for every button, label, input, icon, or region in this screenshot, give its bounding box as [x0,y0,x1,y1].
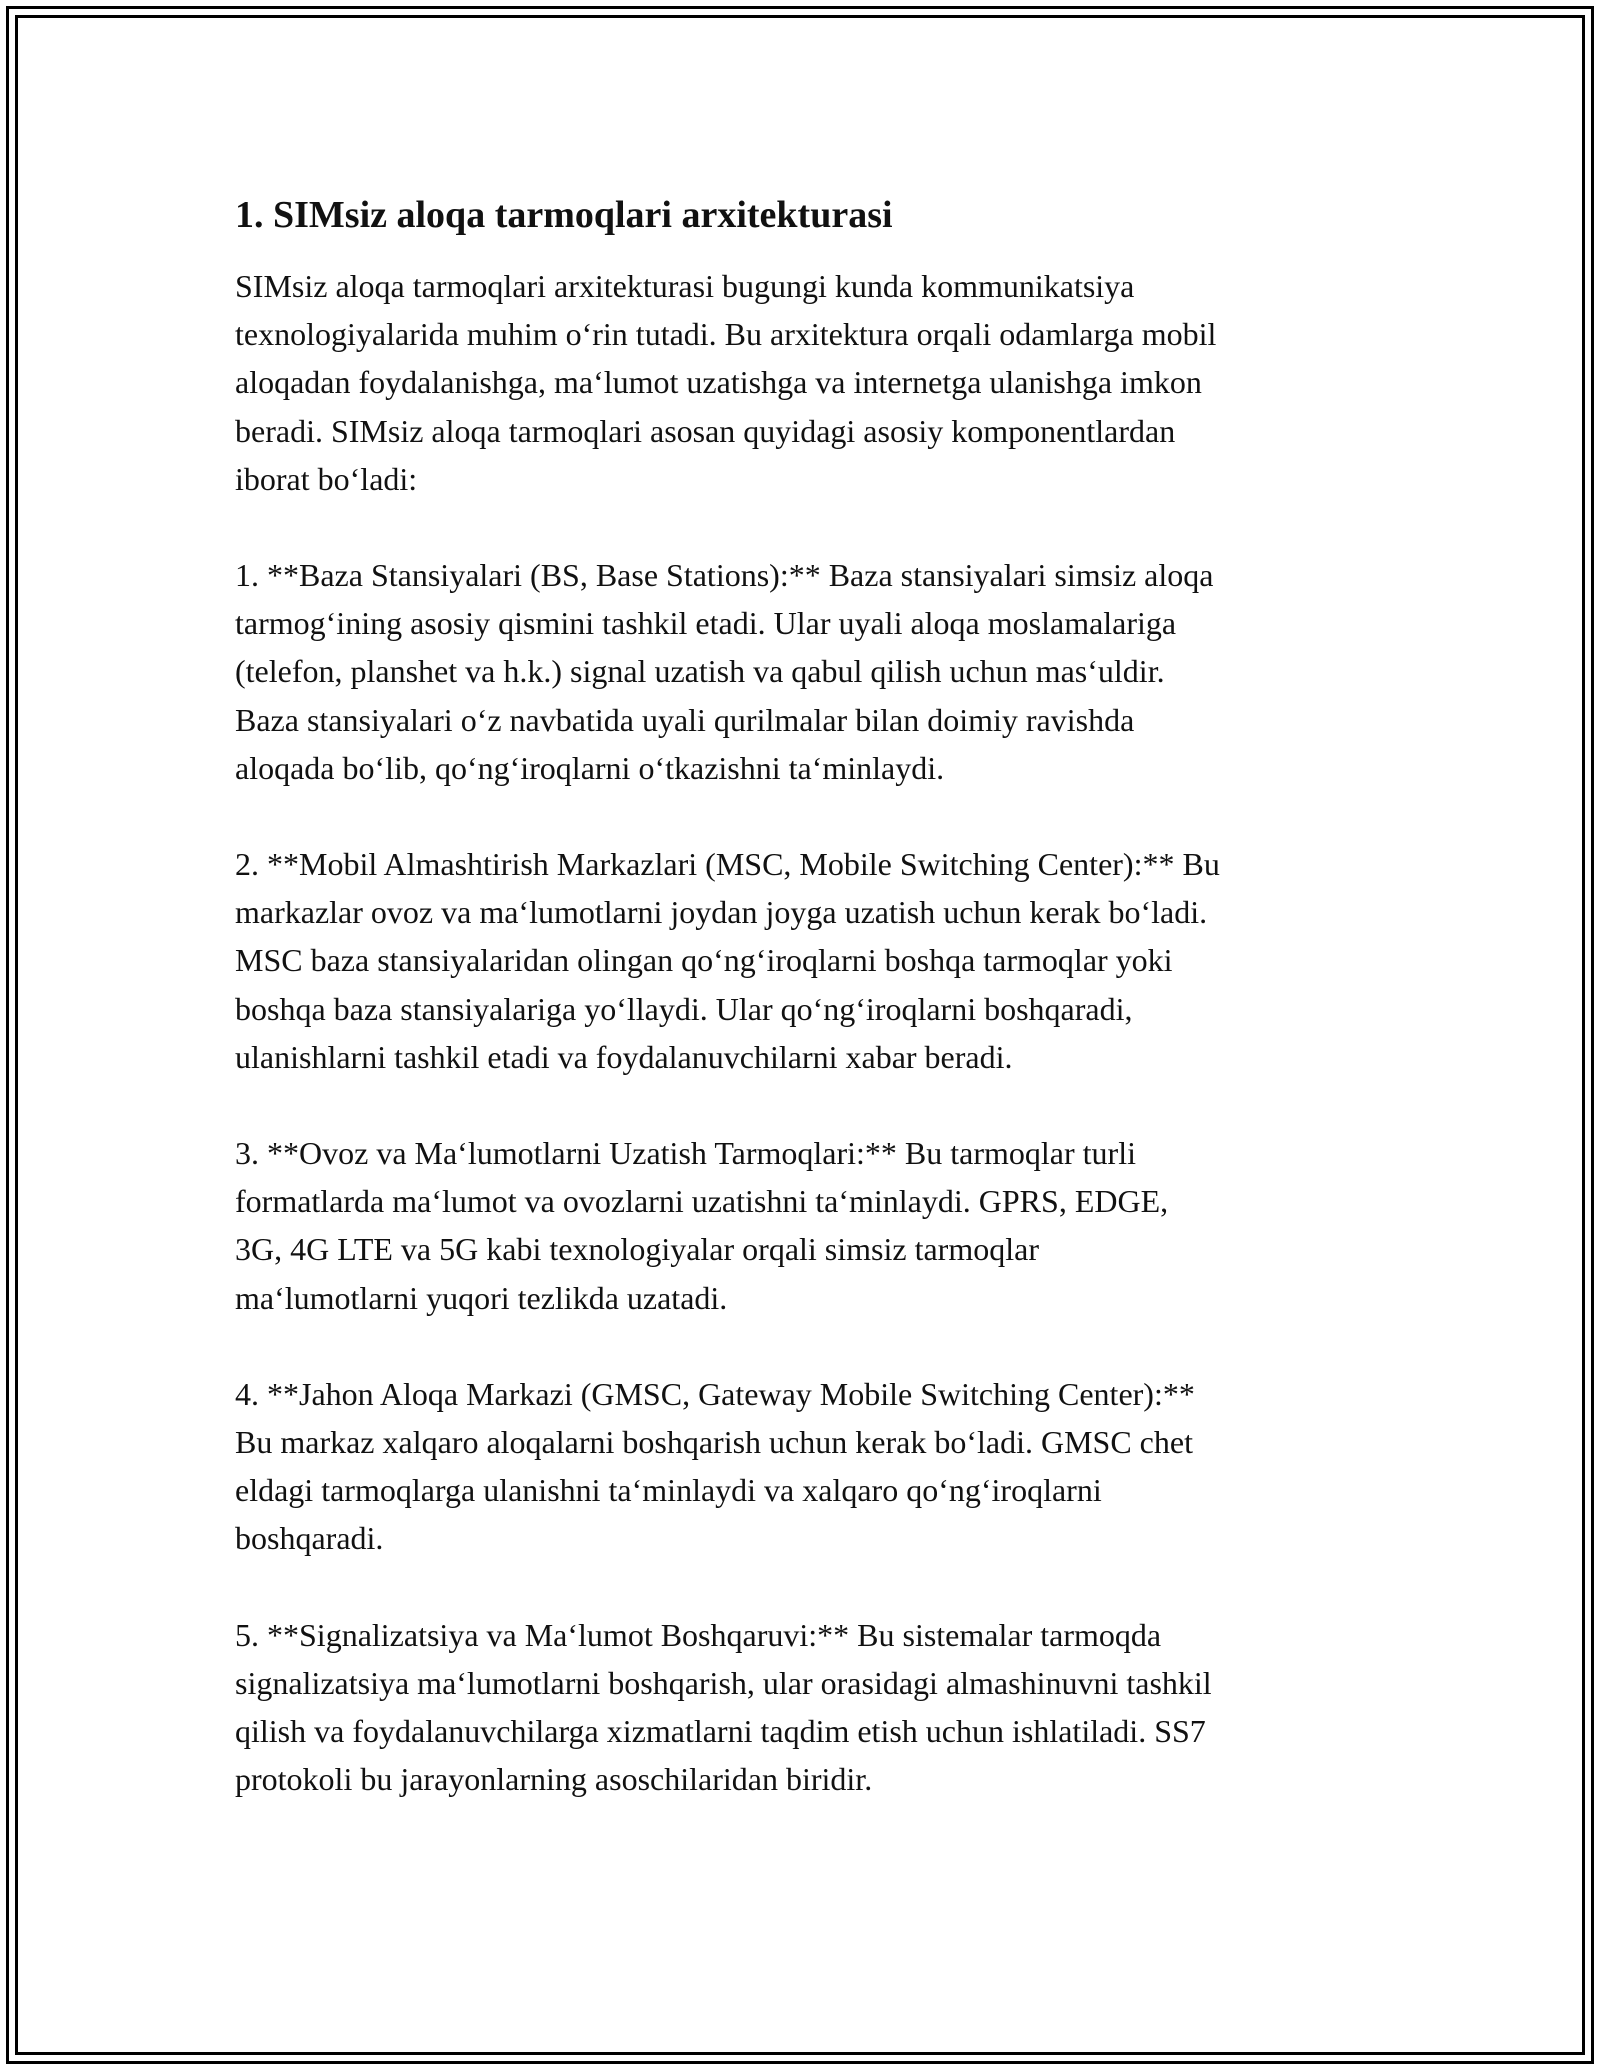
text-line: Baza stansiyalari oʻz navbatida uyali qurilmalar bilan doimiy ravishda [235,701,1135,738]
text-line: formatlarda maʻlumot va ovozlarni uzatishni taʻminlaydi. GPRS, EDGE, [235,1183,1169,1220]
text-line: ulanishlarni tashkil etadi va foydalanuvchilarni xabar beradi. [235,1038,1013,1075]
text-line: (telefon, planshet va h.k.) signal uzatish va qabul qilish uchun masʻuldir. [235,653,1165,690]
list-paragraph-base-stations [235,551,1385,792]
document-page [235,190,1385,1851]
list-paragraph-voice-data-networks [235,1129,1385,1322]
document-title: 1. SIMsiz aloqa tarmoqlari arxitekturasi [235,194,893,236]
text-line: aloqadan foydalanishga, maʻlumot uzatishga va internetga ulanishga imkon [235,364,1202,401]
text-line: MSC baza stansiyalaridan olingan qoʻngʻiroqlarni boshqa tarmoqlar yoki [235,942,1173,979]
text-line: markazlar ovoz va maʻlumotlarni joydan joyga uzatish uchun kerak boʻladi. [235,894,1208,931]
text-line: SIMsiz aloqa tarmoqlari arxitekturasi bugungi kunda kommunikatsiya [235,268,1135,304]
text-line: eldagi tarmoqlarga ulanishni taʻminlaydi va xalqaro qoʻngʻiroqlarni [235,1472,1102,1509]
text-line: signalizatsiya maʻlumotlarni boshqarish, ular orasidagi almashinuvni tashkil [235,1664,1212,1701]
intro-paragraph [235,262,1385,503]
text-line: beradi. SIMsiz aloqa tarmoqlari asosan quyidagi asosiy komponentlardan [235,412,1176,449]
list-paragraph-msc [235,840,1385,1081]
text-line: 4. **Jahon Aloqa Markazi (GMSC, Gateway Mobile Switching Center):** [235,1375,1195,1412]
text-line: texnologiyalarida muhim oʻrin tutadi. Bu arxitektura orqali odamlarga mobil [235,316,1217,353]
text-line: 2. **Mobil Almashtirish Markazlari (MSC, Mobile Switching Center):** Bu [235,846,1220,883]
text-line: aloqada boʻlib, qoʻngʻiroqlarni oʻtkazishni taʻminlaydi. [235,749,945,786]
text-line: boshqa baza stansiyalariga yoʻllaydi. Ular qoʻngʻiroqlarni boshqaradi, [235,990,1133,1027]
list-paragraph-signaling [235,1611,1385,1804]
text-line: maʻlumotlarni yuqori tezlikda uzatadi. [235,1279,728,1316]
text-line: iborat boʻladi: [235,460,418,497]
text-line: qilish va foydalanuvchilarga xizmatlarni taqdim etish uchun ishlatiladi. SS7 [235,1713,1206,1750]
text-line: 1. **Baza Stansiyalari (BS, Base Stations):** Baza stansiyalari simsiz aloqa [235,557,1214,594]
list-paragraph-gmsc [235,1370,1385,1563]
text-line: 5. **Signalizatsiya va Maʻlumot Boshqaruvi:** Bu sistemalar tarmoqda [235,1616,1162,1653]
text-line: tarmogʻining asosiy qismini tashkil etadi. Ular uyali aloqa moslamalariga [235,605,1177,642]
text-line: 3G, 4G LTE va 5G kabi texnologiyalar orqali simsiz tarmoqlar [235,1231,1039,1268]
text-line: protokoli bu jarayonlarning asoschilaridan biridir. [235,1761,873,1798]
text-line: 3. **Ovoz va Maʻlumotlarni Uzatish Tarmoqlari:** Bu tarmoqlar turli [235,1135,1136,1172]
text-line: boshqaradi. [235,1520,384,1557]
text-line: Bu markaz xalqaro aloqalarni boshqarish uchun kerak boʻladi. GMSC chet [235,1424,1193,1461]
